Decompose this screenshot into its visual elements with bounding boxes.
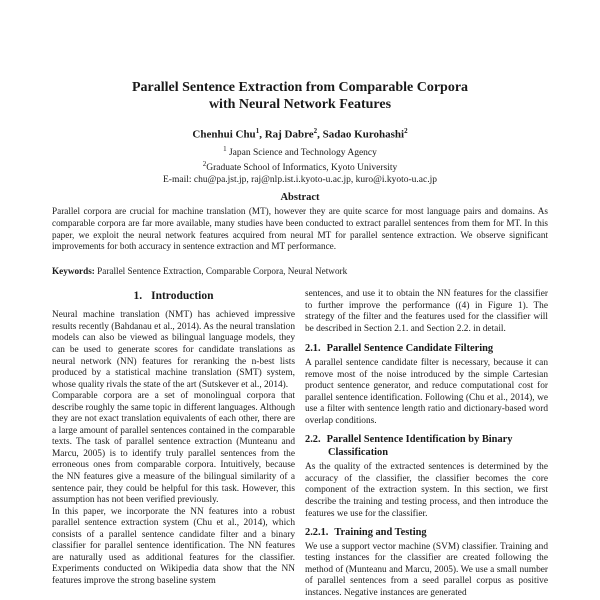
affiliation-line: $^2$Graduate School of Informatics, Kyoto University	[202, 160, 398, 174]
author-affiliation-marker: 2	[404, 127, 408, 135]
right-column	[305, 289, 548, 599]
heading-number: 2.2.1.	[305, 527, 329, 539]
heading-text: Introduction	[151, 290, 214, 303]
heading-text: Parallel Sentence Identification by Binary Classification	[326, 434, 513, 458]
body-paragraph: In this paper, we incorporate the NN features into a robust parallel sentence extraction system (Chu et al., 2014), which consists of a parallel sentence candidate filter and a binary classifier for parallel sentence identification. The NN features are naturally used as additional features for the classifier. Experiments conducted on Wikipedia data show that the NN features improve the strong baseline system	[52, 506, 295, 586]
body-paragraph: A parallel sentence candidate filter is necessary, because it can remove most of the noise introduced by the simple Cartesian product sentence generator, and reduce computational cost for parallel sentence identification. Following (Chu et al., 2014), we use a filter with sentence length ratio and dictionary-based word overlap conditions.	[305, 358, 548, 426]
left-column	[52, 289, 295, 599]
keywords-label: Keywords:	[52, 265, 95, 276]
subsubsection-heading	[305, 527, 548, 540]
author-name: Chenhui Chu	[192, 128, 256, 141]
author-name: Sadao Kurohashi	[322, 128, 405, 141]
abstract-heading: Abstract	[280, 192, 320, 204]
heading-text: Parallel Sentence Candidate Filtering	[326, 342, 494, 354]
paper-title-line2: with Neural Network Features	[208, 97, 392, 112]
heading-number: 2.1.	[305, 342, 321, 354]
body-paragraph: sentences, and use it to obtain the NN features for the classifier to further improve the performance ((4) in Figure 1). The strategy of the filter and the features used for the classifier will be described in Section 2.1. and Section 2.2. in detail.	[305, 289, 548, 334]
body-paragraph: We use a support vector machine (SVM) classifier. Training and testing instances for the classifier are created following the method of (Munteanu and Marcu, 2005). We use a small number of parallel sentences from a seed parallel corpus as positive instances. Negative instances are generated	[305, 541, 548, 598]
affiliation-marker: 1	[223, 144, 227, 153]
body-paragraph: Neural machine translation (NMT) has achieved impressive results recently (Bahdanau et al., 2014). As the neural translation models can also be viewed as bilingual language models, they can be used to generate scores for candidate translations as neural network (NN) features for reranking the n-best lists produced by a statistical machine translation (SMT) system, whose quality rivals the state of the art (Sutskever et al., 2014).	[52, 310, 295, 390]
two-column-body	[52, 289, 548, 599]
body-paragraph: Comparable corpora are a set of monolingual corpora that describe roughly the same topic in different languages. Although they are not exact translation equivalents of each other, there are a large amount of parallel sentences contained in the comparable texts. The task of parallel sentence extraction (Munteanu and Marcu, 2005) is to identify truly parallel sentences from the erroneous ones from comparable corpora. Intuitively, because the NN features give a measure of the bilingual similarity of a sentence pair, they could be helpful for this task. However, this assumption has not been verified previously.	[52, 391, 295, 506]
abstract-text: Parallel corpora are crucial for machine translation (MT), however they are quite scarce for most language pairs and domains. As comparable corpora are far more available, many studies have been conducted to extract parallel sentences from them for MT. In this paper, we exploit the neural network features acquired from neural MT for parallel sentence extraction. We observe significant improvements for both accuracy in sentence extraction and MT performance.	[52, 206, 548, 252]
author-affiliation-marker: 2	[313, 127, 318, 135]
author-affiliation-marker: 1	[255, 127, 260, 135]
paper-title-line1: Parallel Sentence Extraction from Comparable Corpora	[131, 80, 469, 95]
affiliation-marker: 2	[202, 160, 207, 169]
email-line: E-mail: chu@pa.jst.jp, raj@nlp.ist.i.kyoto-u.ac.jp, kuro@i.kyoto-u.ac.jp	[163, 174, 437, 185]
affiliation-line: $^1$ Japan Science and Technology Agency	[223, 144, 377, 158]
affiliations	[52, 144, 548, 175]
heading-number: 2.2.	[305, 434, 321, 446]
subsection-heading	[305, 434, 548, 459]
body-paragraph: As the quality of the extracted sentences is determined by the accuracy of the classifier, the classifier becomes the core component of the extraction system. In this section, we first describe the training and testing process, and then introduce the features we use for the classifier.	[305, 462, 548, 519]
paper-front-matter	[0, 0, 600, 277]
author-line: Chenhui Chu$^1$, Raj Dabre$^2$, Sadao Kurohashi$^2$	[192, 127, 408, 141]
subsection-heading	[305, 343, 548, 356]
paper-title	[52, 0, 548, 113]
keywords-text: Parallel Sentence Extraction, Comparable Corpora, Neural Network	[97, 265, 348, 276]
keywords-line	[52, 266, 548, 278]
author-name: Raj Dabre	[264, 128, 314, 141]
heading-text: Training and Testing	[334, 527, 427, 539]
heading-number: 1.	[133, 290, 143, 303]
section-heading	[52, 289, 295, 303]
